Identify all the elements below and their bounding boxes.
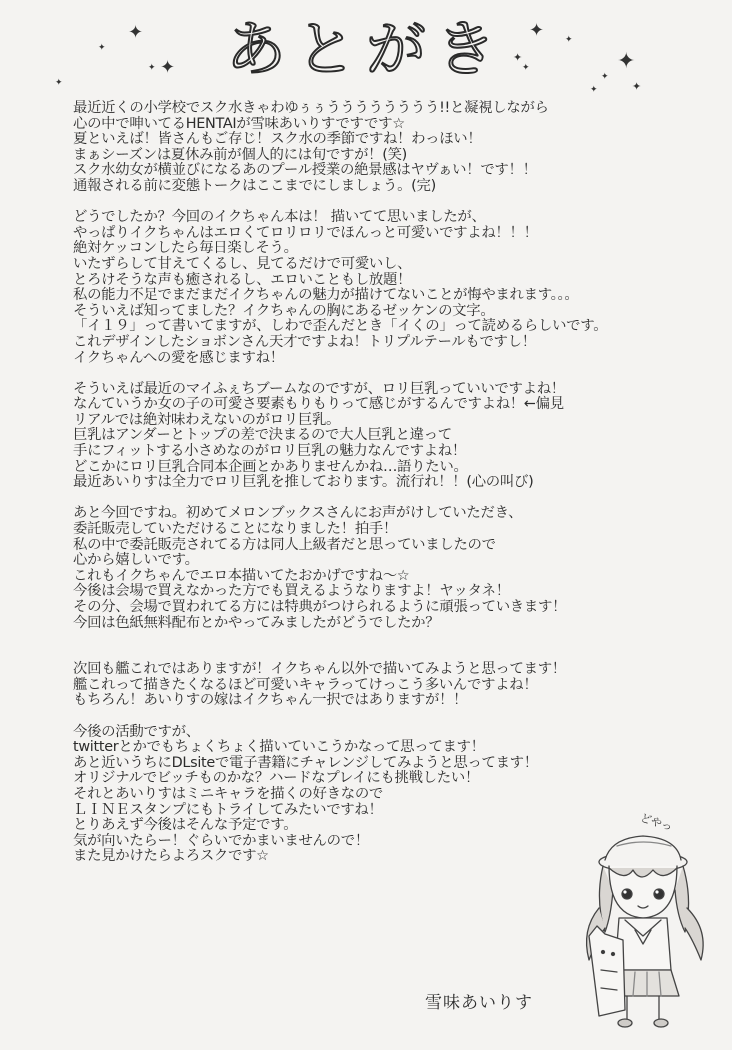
text-line: とろけそうな声も癒されるし、エロいこともし放題！ [73, 271, 412, 288]
text-line: まぁシーズンは夏休み前が個人的には旬ですが！(笑) [73, 146, 407, 163]
text-line: スク水幼女が横並びになるあのプール授業の絶景感はヤヴぁい！です！！ [73, 162, 537, 179]
text-line: 艦これって描きたくなるほど可愛いキャラってけっこう多いんですよね！ [73, 676, 538, 693]
text-line: そういえば最近のマイふぇちブームなのですが、ロリ巨乳っていいですよね！ [73, 380, 565, 397]
text-line: リアルでは絶対味わえないのがロリ巨乳。 [73, 411, 341, 428]
text-line: 気が向いたらー！ぐらいでかまいませんので！ [73, 832, 369, 849]
text-line: twitterとかでもちょくちょく描いていこうかなって思ってます！ [73, 739, 485, 756]
text-line: いたずらして甘えてくるし、見てるだけで可愛いし、 [73, 255, 412, 272]
text-line: どうでしたか？今回のイクちゃん本は！ 描いてて思いましたが、 [73, 209, 486, 226]
sparkle-icon: ✦ [590, 85, 598, 95]
paragraph [73, 101, 673, 195]
text-line: 手にフィットする小さめなのがロリ巨乳の魅力なんですよね！ [73, 443, 466, 460]
sparkle-icon: ✦ [632, 80, 642, 93]
sparkle-icon: ✦ [98, 43, 106, 53]
sparkle-icon: ✦ [148, 63, 156, 73]
text-line: 夏といえば！皆さんもご存じ！スク水の季節ですね！わっほい！ [73, 131, 482, 148]
sound-effect-text: どやっ [638, 811, 675, 834]
text-line: そういえば知ってました？イクちゃんの胸にあるゼッケンの文字。 [73, 302, 495, 319]
sparkle-icon: ✦ [128, 22, 144, 43]
text-line: もちろん！あいりすの嫁はイクちゃん一択ではありますが！！ [73, 692, 468, 709]
text-line: 委託販売していただけることになりました！拍手！ [73, 521, 398, 538]
text-line: オリジナルでビッチものかな？ハードなプレイにも挑戦したい！ [73, 770, 480, 787]
text-line: 最近近くの小学校でスク水きゃわゆぅぅうううううううう!!と凝視しながら [73, 100, 549, 116]
text-line: やっぱりイクちゃんはエロくてロリロリでほんっと可愛いですよね！！！ [73, 224, 538, 241]
text-line: あと今回ですね。初めてメロンブックスさんにお声がけしていただき、 [73, 505, 523, 522]
text-line: あと近いうちにDLsiteで電子書籍にチャレンジしてみようと思ってます！ [73, 754, 538, 771]
paragraph [73, 210, 673, 366]
text-line: 心の中で呻いてるHENTAIが雪味あいりすですです☆ [73, 115, 405, 132]
paragraph [73, 506, 673, 631]
chibi-character-illustration [575, 820, 725, 1030]
sparkle-icon: ✦ [529, 20, 545, 41]
sparkle-icon: ✦ [522, 63, 530, 73]
sparkle-icon: ✦ [160, 57, 176, 78]
sparkle-icon: ✦ [617, 49, 636, 74]
sparkle-icon: ✦ [565, 35, 573, 45]
text-line: ＬＩＮＥスタンプにもトライしてみたいですね！ [73, 801, 383, 818]
text-line: これもイクちゃんでエロ本描いてたおかげですね～☆ [73, 567, 410, 584]
text-line: 今後は会場で買えなかった方でも買えるようなりますよ！ヤッタネ！ [73, 583, 510, 600]
text-line: とりあえず今後はそんな予定です。 [73, 817, 298, 834]
text-line: また見かけたらよろスクです☆ [73, 848, 269, 865]
page-title: あとがき [226, 15, 506, 85]
text-line: 最近あいりすは全力でロリ巨乳を推しております。流行れ！！(心の叫び) [73, 474, 534, 491]
text-line: 私の能力不足でまだまだイクちゃんの魅力が描けてないことが悔やまれます。。。 [73, 287, 579, 304]
text-line: 通報される前に変態トークはここまでにしましょう。(完) [73, 177, 436, 194]
afterword-body [73, 101, 673, 865]
text-line: 心から嬉しいです。 [73, 552, 199, 569]
sparkle-icon: ✦ [513, 51, 523, 64]
sparkle-icon: ✦ [55, 78, 63, 88]
paragraph [73, 662, 673, 709]
text-line: どこかにロリ巨乳合同本企画とかありませんかね…語りたい。 [73, 458, 468, 475]
paragraph [73, 382, 673, 491]
text-line: 今回は色紙無料配布とかやってみましたがどうでしたか？ [73, 614, 440, 631]
text-line: その分、会場で買われてる方には特典がつけられるように頑張っていきます！ [73, 599, 567, 615]
text-line: 次回も艦これではありますが！イクちゃん以外で描いてみようと思ってます！ [73, 661, 566, 678]
text-line: 巨乳はアンダーとトップの差で決まるので大人巨乳と違って [73, 427, 452, 444]
text-line: 今後の活動ですが、 [73, 723, 200, 740]
text-line: イクちゃんへの愛を感じますね！ [73, 349, 284, 366]
text-line: 私の中で委託販売されてる方は同人上級者だと思っていましたので [73, 536, 496, 553]
text-line: これデザインしたショボンさん天才ですよね！トリプルテールもですし！ [73, 333, 536, 350]
author-signature: 雪味あいりす [425, 993, 533, 1013]
sparkle-icon: ✦ [601, 72, 609, 82]
text-line: 「イ１９」って書いてますが、しわで歪んだとき「イくの」って読めるらしいです。 [73, 318, 608, 335]
text-line: それとあいりすはミニキャラを描くの好きなので [73, 785, 383, 802]
text-line: なんていうか女の子の可愛さ要素もりもりって感じがするんですよね！←偏見 [73, 396, 564, 413]
text-line: 絶対ケッコンしたら毎日楽しそう。 [73, 240, 298, 257]
